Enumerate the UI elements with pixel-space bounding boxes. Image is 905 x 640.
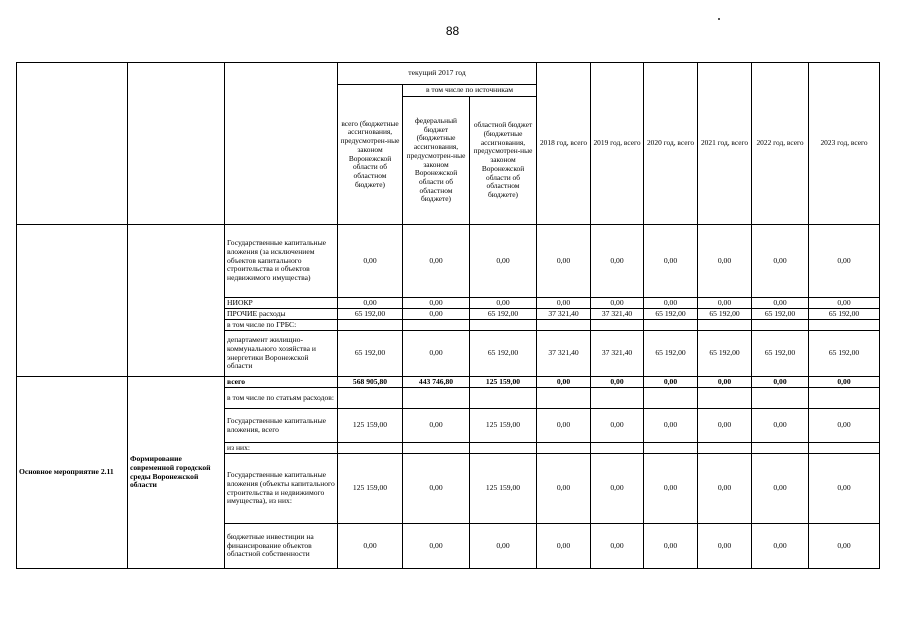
cell-value: 0,00 — [537, 298, 591, 309]
cell-value: 0,00 — [698, 298, 752, 309]
cell-value: 0,00 — [809, 454, 880, 524]
cell-empty — [698, 388, 752, 409]
cell-value: 0,00 — [698, 377, 752, 388]
cell-empty — [338, 320, 403, 331]
row-label: Государственные капитальные вложения, всего — [225, 409, 338, 443]
cell-empty — [809, 320, 880, 331]
header-regional-col: областной бюджет (бюджетные ассигнования, предусмотрен-ные законом Воронежской области об областном бюджете) — [470, 97, 537, 225]
event-title: Основное мероприятие 2.11 — [17, 377, 128, 569]
cell-empty — [698, 320, 752, 331]
row-label: ПРОЧИЕ расходы — [225, 309, 338, 320]
cell-empty — [752, 443, 809, 454]
cell-value: 65 192,00 — [752, 331, 809, 377]
table-row — [17, 225, 880, 298]
cell-value: 0,00 — [752, 377, 809, 388]
cell-empty — [338, 443, 403, 454]
cell-value: 0,00 — [537, 225, 591, 298]
cell-empty — [470, 443, 537, 454]
cell-value: 0,00 — [644, 454, 698, 524]
cell-empty — [809, 443, 880, 454]
cell-value: 0,00 — [752, 298, 809, 309]
header-2019: 2019 год, всего — [591, 63, 644, 225]
header-2020: 2020 год, всего — [644, 63, 698, 225]
header-total-col: всего (бюджетные ассигнования, предусмотрен-ные законом Воронежской области об областном бюджете) — [338, 85, 403, 225]
cell-value: 0,00 — [591, 225, 644, 298]
cell-value: 125 159,00 — [470, 409, 537, 443]
row-label: в том числе по статьям расходов: — [225, 388, 338, 409]
cell-value: 0,00 — [644, 524, 698, 569]
cell-value: 0,00 — [338, 298, 403, 309]
event-name: Формирование современной городской среды Воронежской области — [128, 377, 225, 569]
cell-value: 0,00 — [591, 524, 644, 569]
cell-value: 0,00 — [591, 454, 644, 524]
cell-value: 0,00 — [403, 409, 470, 443]
cell-value: 125 159,00 — [470, 377, 537, 388]
cell-empty — [403, 320, 470, 331]
cell-value: 0,00 — [698, 454, 752, 524]
cell-value: 0,00 — [537, 377, 591, 388]
cell-value: 0,00 — [591, 298, 644, 309]
cell-value: 0,00 — [752, 454, 809, 524]
cell-value: 0,00 — [403, 309, 470, 320]
cell-value: 0,00 — [591, 377, 644, 388]
cell-value: 0,00 — [809, 377, 880, 388]
cell-empty — [403, 443, 470, 454]
header-federal-col: федеральный бюджет (бюджетные ассигнования, предусмотрен-ные законом Воронежской области об областном бюджете) — [403, 97, 470, 225]
cell-value: 568 905,80 — [338, 377, 403, 388]
cell-value: 0,00 — [698, 225, 752, 298]
cell-empty — [752, 320, 809, 331]
cell-value: 0,00 — [537, 524, 591, 569]
cell-value: 65 192,00 — [338, 309, 403, 320]
header-2018: 2018 год, всего — [537, 63, 591, 225]
cell-empty — [470, 320, 537, 331]
cell-value: 0,00 — [752, 409, 809, 443]
cell-empty — [537, 388, 591, 409]
cell-value: 0,00 — [338, 524, 403, 569]
cell-empty — [644, 388, 698, 409]
header-by-sources: в том числе по источникам — [403, 85, 537, 97]
cell-value: 65 192,00 — [470, 309, 537, 320]
cell-value: 0,00 — [403, 331, 470, 377]
cell-value: 125 159,00 — [470, 454, 537, 524]
cell-value: 65 192,00 — [752, 309, 809, 320]
cell-value: 0,00 — [403, 225, 470, 298]
cell-value: 0,00 — [698, 409, 752, 443]
cell-value: 125 159,00 — [338, 409, 403, 443]
cell-value: 0,00 — [809, 298, 880, 309]
cell-value: 0,00 — [591, 409, 644, 443]
row-label: департамент жилищно-коммунального хозяйства и энергетики Воронежской области — [225, 331, 338, 377]
cell-empty — [752, 388, 809, 409]
cell-value: 65 192,00 — [809, 331, 880, 377]
event-blank-1 — [17, 225, 128, 377]
cell-empty — [591, 388, 644, 409]
cell-value: 65 192,00 — [338, 331, 403, 377]
table-row — [17, 377, 880, 388]
cell-value: 0,00 — [644, 298, 698, 309]
cell-value: 0,00 — [644, 409, 698, 443]
cell-value: 65 192,00 — [644, 331, 698, 377]
row-label: из них: — [225, 443, 338, 454]
cell-value: 125 159,00 — [338, 454, 403, 524]
cell-value: 0,00 — [809, 409, 880, 443]
cell-value: 0,00 — [403, 524, 470, 569]
cell-value: 0,00 — [644, 377, 698, 388]
event-blank-2 — [128, 225, 225, 377]
cell-value: 37 321,40 — [537, 331, 591, 377]
cell-empty — [591, 320, 644, 331]
cell-empty — [537, 443, 591, 454]
cell-value: 0,00 — [338, 225, 403, 298]
cell-value: 0,00 — [470, 524, 537, 569]
header-blank-3 — [225, 63, 338, 225]
cell-value: 0,00 — [752, 524, 809, 569]
cell-empty — [470, 388, 537, 409]
row-label: всего — [225, 377, 338, 388]
cell-value: 0,00 — [752, 225, 809, 298]
header-row-1 — [17, 63, 880, 85]
cell-value: 65 192,00 — [698, 331, 752, 377]
cell-value: 0,00 — [809, 225, 880, 298]
row-label: Государственные капитальные вложения (объекты капитального строительства и недвижимого имущества), из них: — [225, 454, 338, 524]
cell-empty — [403, 388, 470, 409]
cell-value: 37 321,40 — [591, 331, 644, 377]
cell-value: 65 192,00 — [644, 309, 698, 320]
cell-empty — [591, 443, 644, 454]
cell-value: 0,00 — [537, 454, 591, 524]
cell-empty — [644, 443, 698, 454]
cell-empty — [644, 320, 698, 331]
cell-value: 65 192,00 — [809, 309, 880, 320]
header-blank-2 — [128, 63, 225, 225]
scan-speck — [718, 18, 720, 20]
cell-value: 0,00 — [698, 524, 752, 569]
cell-value: 0,00 — [644, 225, 698, 298]
cell-value: 0,00 — [470, 298, 537, 309]
header-2021: 2021 год, всего — [698, 63, 752, 225]
cell-value: 65 192,00 — [698, 309, 752, 320]
cell-value: 0,00 — [403, 454, 470, 524]
cell-value: 0,00 — [470, 225, 537, 298]
row-label: Государственные капитальные вложения (за исключением объектов капитального строительства и объектов недвижимого имущества) — [225, 225, 338, 298]
row-label: бюджетные инвестиции на финансирование объектов областной собственности — [225, 524, 338, 569]
page-number: 88 — [445, 24, 460, 38]
header-2022: 2022 год, всего — [752, 63, 809, 225]
header-2023: 2023 год, всего — [809, 63, 880, 225]
cell-value: 65 192,00 — [470, 331, 537, 377]
cell-empty — [698, 443, 752, 454]
cell-empty — [338, 388, 403, 409]
cell-value: 37 321,40 — [537, 309, 591, 320]
cell-empty — [537, 320, 591, 331]
cell-value: 0,00 — [809, 524, 880, 569]
cell-value: 0,00 — [537, 409, 591, 443]
row-label: НИОКР — [225, 298, 338, 309]
cell-value: 0,00 — [403, 298, 470, 309]
cell-empty — [809, 388, 880, 409]
header-blank-1 — [17, 63, 128, 225]
row-label: в том числе по ГРБС: — [225, 320, 338, 331]
header-current-year: текущий 2017 год — [338, 63, 537, 85]
cell-value: 37 321,40 — [591, 309, 644, 320]
cell-value: 443 746,80 — [403, 377, 470, 388]
budget-table — [16, 62, 880, 569]
